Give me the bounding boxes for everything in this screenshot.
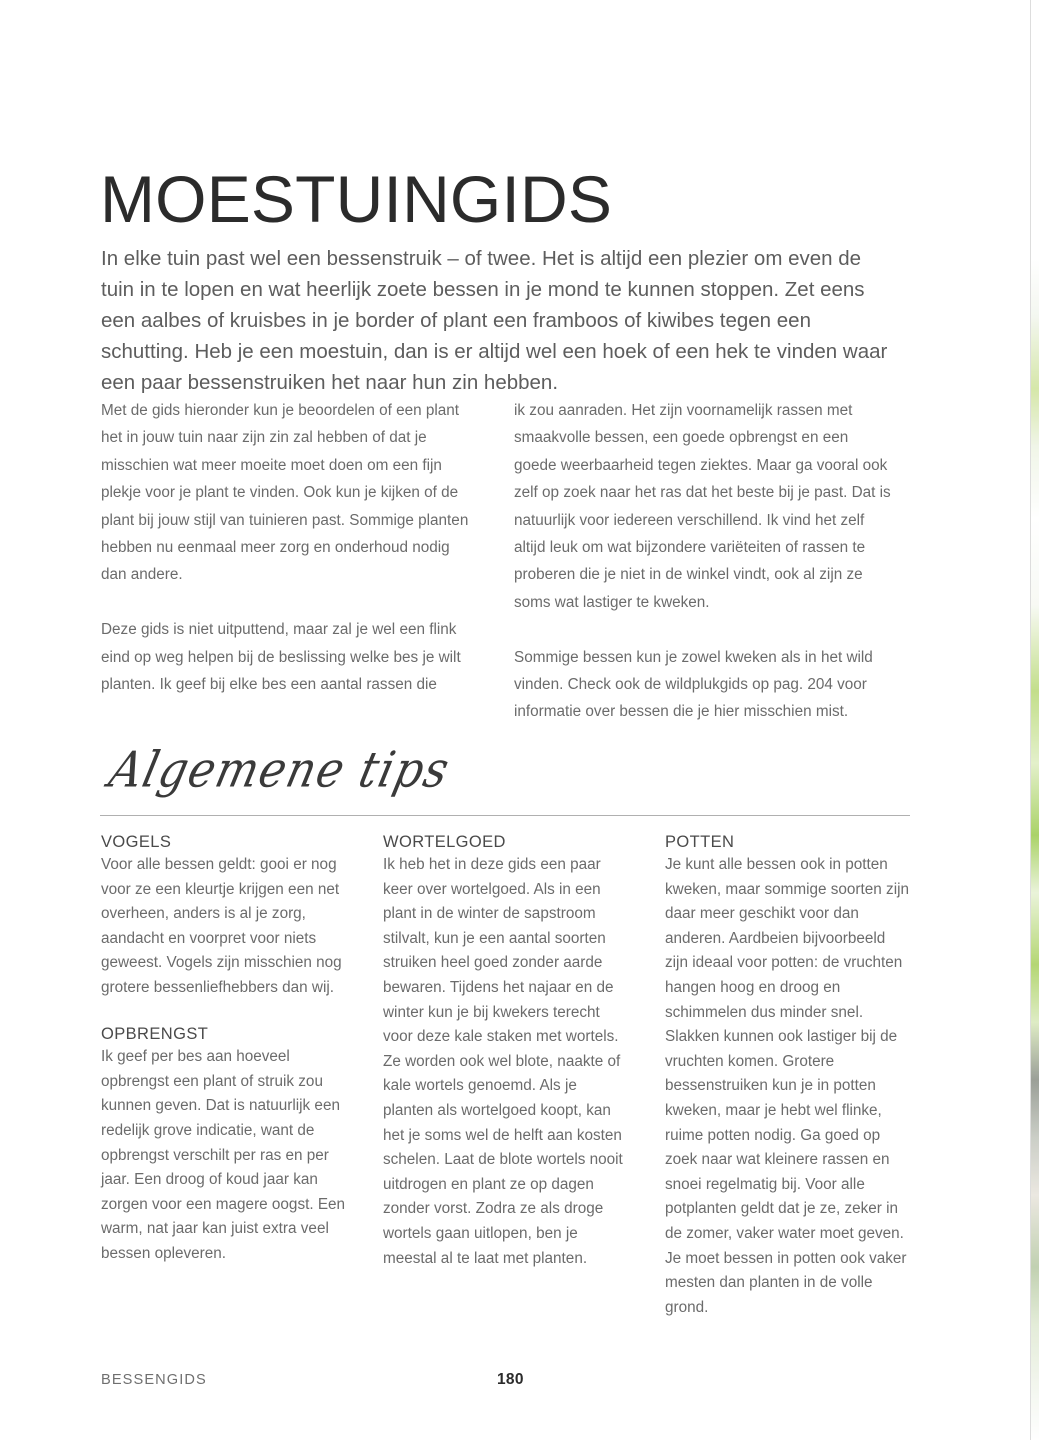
tip-block-vogels [101,833,346,1001]
tip-heading: WORTELGOED [383,833,506,851]
tip-block-wortelgoed [383,833,628,1271]
footer-page-number: 180 [497,1371,524,1388]
tip-block-potten [665,833,910,1320]
tips-three-column-body [101,833,911,1320]
tip-heading: VOGELS [101,833,172,851]
page-edge-line [1030,0,1031,1440]
tips-column-1 [101,833,346,1320]
section-heading-algemene-tips [100,741,910,816]
tip-body: Voor alle bessen geldt: gooi er nog voor ze een kleurtje krijgen een net overheen, anders is al je zorg, aandacht en voorpret voor niets geweest. Vogels zijn misschien nog grotere bessenliefhebbers dan wij. [101,856,342,996]
intro-column-left [101,397,478,726]
intro-right-paragraph-2: Sommige bessen kun je zowel kweken als in het wild vinden. Check ook de wildplukgids op pag. 204 voor informatie over bessen die je hier misschien mist. [514,648,873,721]
tip-block-opbrengst [101,1025,346,1266]
page-footer [101,1372,911,1392]
intro-two-column-body [101,397,891,726]
tips-column-3 [665,833,910,1320]
tip-body: Je kunt alle bessen ook in potten kweken, maar sommige soorten zijn daar meer geschikt voor dan anderen. Aardbeien bijvoorbeeld zijn ideaal voor potten: de vruchten hangen hoog en droog en schimmelen dus minder snel. Slakken kunnen ook lastiger bij de vruchten komen. Grotere bessenstruiken kun je in potten kweken, maar je hebt wel flinke, ruime potten nodig. Ga goed op zoek naar wat kleinere rassen en snoei regelmatig bij. Voor alle potplanten geldt dat je ze, zeker in de zomer, vaker water moet geven. Je moet bessen in potten ook vaker mesten dan planten in de volle grond. [665,856,909,1316]
section-heading-rule [100,815,910,816]
tip-body: Ik heb het in deze gids een paar keer over wortelgoed. Als in een plant in de winter de sapstroom stilvalt, kun je een aantal soorten struiken heel goed zonder aarde bewaren. Tijdens het najaar en de winter kun je bij kwekers terecht voor deze kale staken met wortels. Ze worden ook wel blote, naakte of kale wortels genoemd. Als je planten als wortelgoed koopt, kan het je soms wel de helft aan kosten schelen. Laat de blote wortels nooit uitdrogen en plant ze op dagen zonder vorst. Zodra ze als droge wortels gaan uitlopen, ben je meestal al te laat met planten. [383,856,623,1267]
tip-body: Ik geef per bes aan hoeveel opbrengst een plant of struik zou kunnen geven. Dat is natuurlijk een redelijk grove indicatie, want de opbrengst verschilt per ras en per jaar. Een droog of koud jaar kan zorgen voor een magere oogst. Een warm, nat jaar kan juist extra veel bessen opleveren. [101,1048,346,1262]
page-title: MOESTUINGIDS [100,162,613,237]
tip-heading: POTTEN [665,833,735,851]
tips-column-2 [383,833,628,1320]
intro-column-right [514,397,891,726]
intro-left-paragraph-2: Deze gids is niet uitputtend, maar zal je wel een flink eind op weg helpen bij de beslissing welke bes je wilt planten. Ik geef bij elke bes een aantal rassen die [101,621,461,694]
section-heading-text: Algemene tips [104,741,456,799]
lead-paragraph: In elke tuin past wel een bessenstruik – of twee. Het is altijd een plezier om even de tuin in te lopen en wat heerlijk zoete bessen in je mond te kunnen stoppen. Zet eens een aalbes of kruisbes in je border of plant een framboos of kiwibes tegen een schutting. Heb je een moestuin, dan is er altijd wel een hoek of een hek te vinden waar een paar bessenstruiken het naar hun zin hebben. [101,246,888,395]
tip-heading: OPBRENGST [101,1025,209,1044]
footer-section-name: BESSENGIDS [101,1372,207,1388]
intro-left-paragraph-1: Met de gids hieronder kun je beoordelen of een plant het in jouw tuin naar zijn zin zal hebben of dat je misschien wat meer moeite moet doen om een fijn plekje voor je plant te vinden. Ook kun je kijken of de plant bij jouw stijl van tuinieren past. Sommige planten hebben nu eenmaal meer zorg en onderhoud nodig dan andere. [101,402,469,584]
facing-page-edge-sliver [1030,0,1039,1440]
intro-right-paragraph-1: ik zou aanraden. Het zijn voornamelijk rassen met smaakvolle bessen, een goede opbrengst en een goede weerbaarheid tegen ziektes. Maar ga vooral ook zelf op zoek naar het ras dat het beste bij je past. Dat is natuurlijk voor iedereen verschillend. Ik vind het zelf altijd leuk om wat bijzondere variëteiten of rassen te proberen die je niet in de winkel vindt, ook al zijn ze soms wat lastiger te kweken. [514,402,891,611]
